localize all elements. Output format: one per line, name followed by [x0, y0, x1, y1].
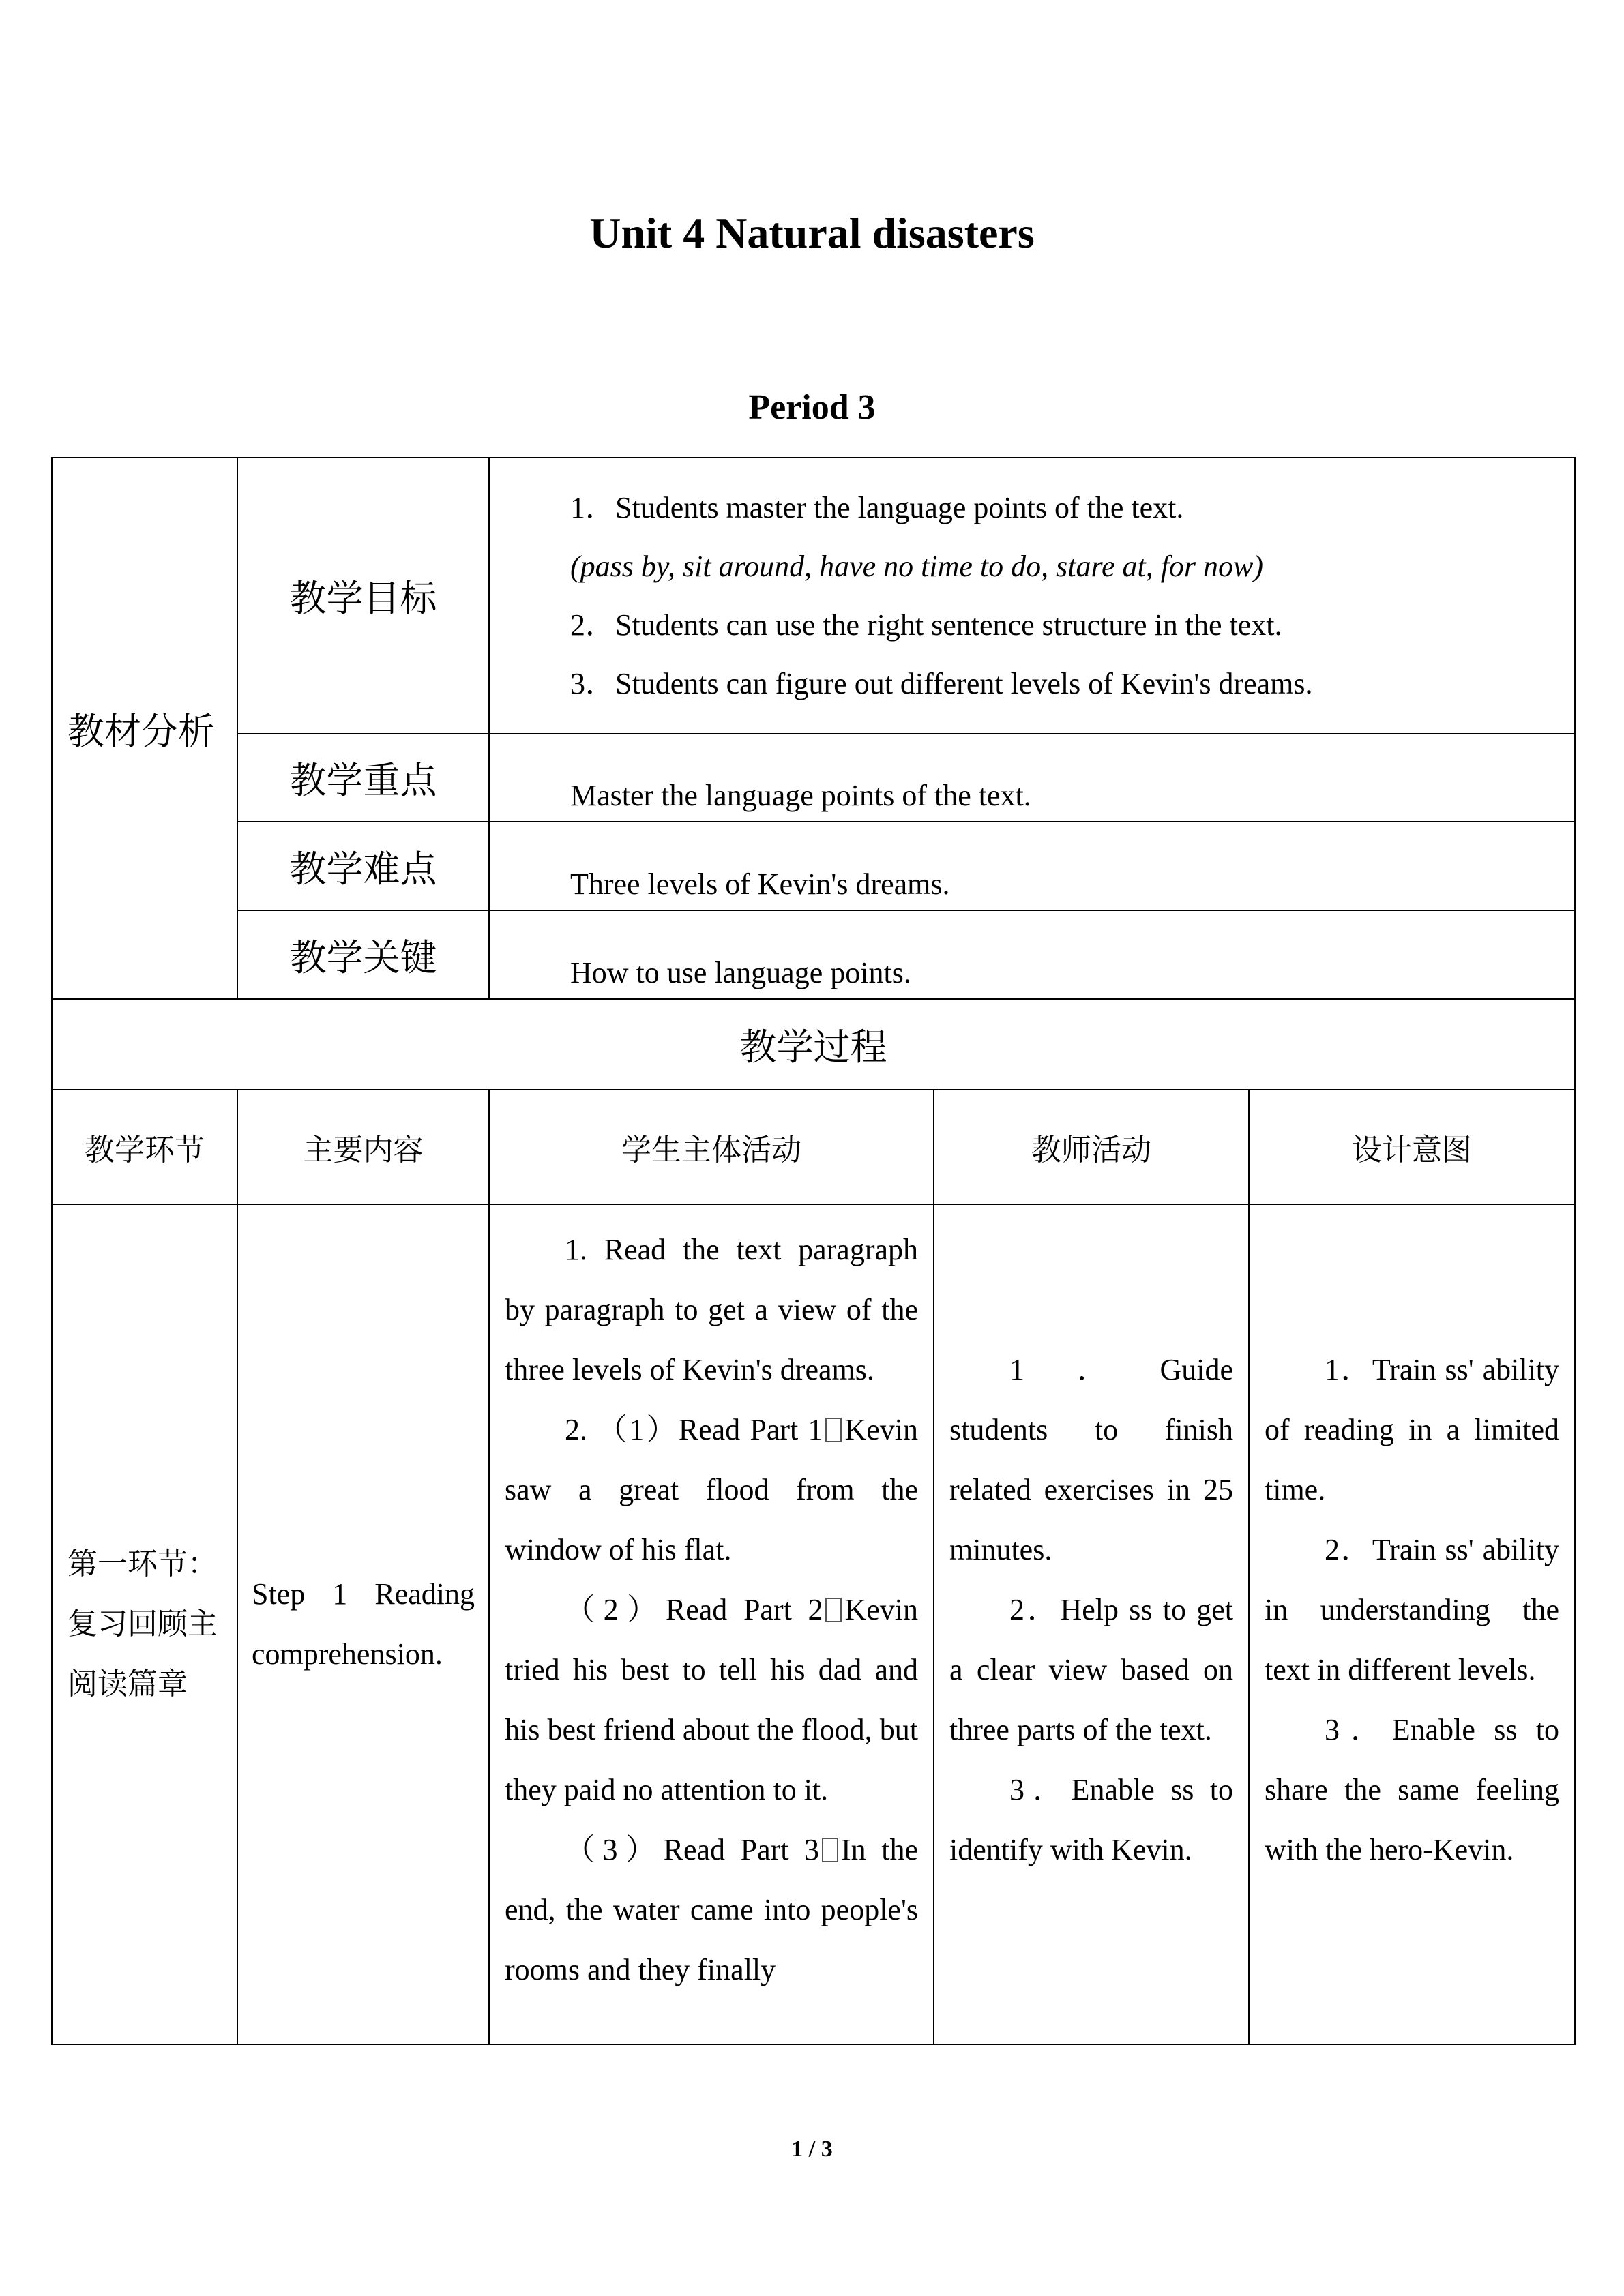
student-activity-cell [489, 1204, 934, 2044]
teacher-item-1: 1．Guide students to finish related exercises in 25 minutes. [949, 1353, 1233, 1566]
header-student-activity: 学生主体活动 [489, 1090, 934, 1204]
student-step-2-part-2 [505, 1580, 918, 1820]
part3-label: （3）Read Part 3 [565, 1833, 820, 1866]
key-focus-content: How to use language points. [489, 910, 1575, 999]
student-step-2-part-3 [505, 1820, 918, 2000]
objective-2: 2．Students can use the right sentence structure in the text. [570, 608, 1282, 642]
design-item-1: 1．Train ss' ability of reading in a limited time. [1265, 1353, 1560, 1506]
objective-phrases: (pass by, sit around, have no time to do, stare at, for now) [570, 549, 1264, 583]
document-title: Unit 4 Natural disasters [589, 209, 1035, 257]
key-focus-label: 教学关键 [237, 910, 489, 999]
student-step-1: 1. Read the text paragraph by paragraph to get a view of the three levels of Kevin's dreams. [505, 1233, 918, 1386]
header-design-intent: 设计意图 [1249, 1090, 1575, 1204]
teacher-activity-cell [934, 1204, 1249, 2044]
objective-3: 3．Students can figure out different levels of Kevin's dreams. [570, 666, 1313, 700]
student-step-2-part-1 [505, 1400, 918, 1580]
teacher-item-2: 2．Help ss to get a clear view based on three parts of the text. [949, 1593, 1233, 1746]
process-heading: 教学过程 [52, 999, 1575, 1090]
header-teacher-activity: 教师活动 [934, 1090, 1249, 1204]
part2-text: Kevin tried his best to tell his dad and his best friend about the flood, but they paid no attention to it. [505, 1593, 918, 1806]
stage-cell: 第一环节：复习回顾主阅读篇章 [52, 1204, 237, 2044]
lesson-plan-table [51, 457, 1576, 2045]
header-content: 主要内容 [237, 1090, 489, 1204]
teacher-item-3: 3．Enable ss to identify with Kevin. [949, 1773, 1233, 1866]
design-item-3: 3．Enable ss to share the same feeling with the hero-Kevin. [1265, 1713, 1560, 1866]
objective-1: 1．Students master the language points of the text. [570, 490, 1184, 524]
key-points-content: Master the language points of the text. [489, 734, 1575, 822]
page-number: 1 / 3 [791, 2136, 833, 2162]
part1-label: 2. （1）Read Part 1 [565, 1413, 823, 1446]
key-points-label: 教学重点 [237, 734, 489, 822]
analysis-label: 教材分析 [52, 458, 237, 999]
period-heading: Period 3 [748, 388, 876, 427]
design-intent-cell [1249, 1204, 1575, 2044]
main-content-cell: Step 1 Reading comprehension. [237, 1204, 489, 2044]
objectives-label: 教学目标 [237, 458, 489, 734]
missing-glyph-box [822, 1838, 838, 1862]
design-item-2: 2．Train ss' ability in understanding the text in different levels. [1265, 1533, 1560, 1686]
header-stage: 教学环节 [52, 1090, 237, 1204]
part2-label: （2）Read Part 2 [565, 1593, 823, 1626]
part3-text: In the end, the water came into people's rooms and they finally [505, 1833, 918, 1986]
objectives-content [489, 458, 1575, 734]
missing-glyph-box [825, 1598, 842, 1622]
difficult-points-label: 教学难点 [237, 822, 489, 910]
missing-glyph-box [825, 1418, 842, 1442]
part1-text: Kevin saw a great flood from the window of his flat. [505, 1413, 918, 1566]
difficult-points-content: Three levels of Kevin's dreams. [489, 822, 1575, 910]
